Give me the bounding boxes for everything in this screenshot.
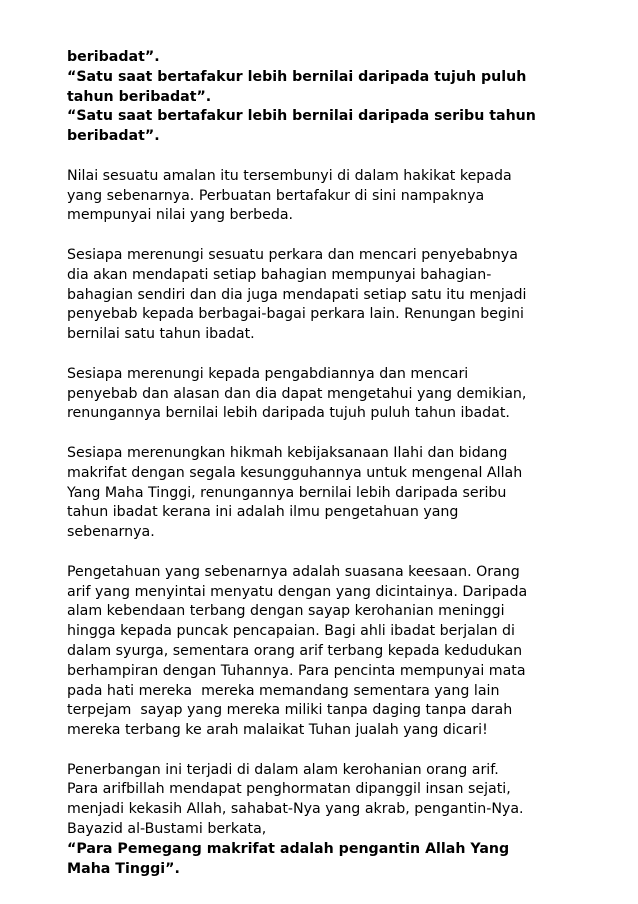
text-line: “Satu saat bertafakur lebih bernilai daripada seribu tahun bbox=[67, 108, 536, 125]
text-line: arif yang menyintai menyatu dengan yang dicintainya. Daripada bbox=[67, 583, 528, 600]
text-line: terpejam sayap yang mereka miliki tanpa daging tanpa darah bbox=[67, 702, 513, 719]
text-line: Para arifbillah mendapat penghormatan dipanggil insan sejati, bbox=[67, 781, 511, 798]
text-line-quote: “Para Pemegang makrifat adalah pengantin Allah Yang bbox=[67, 840, 510, 857]
text-line: Sesiapa merenungi sesuatu perkara dan mencari penyebabnya bbox=[67, 246, 518, 263]
text-line: sebenarnya. bbox=[67, 524, 155, 541]
text-line-quote: Maha Tinggi”. bbox=[67, 860, 180, 877]
paragraph-quotes bbox=[67, 48, 571, 147]
text-line: menjadi kekasih Allah, sahabat-Nya yang akrab, pengantin-Nya. bbox=[67, 801, 524, 818]
text-line: dia akan mendapati setiap bahagian mempunyai bahagian- bbox=[67, 266, 492, 283]
text-line: dalam syurga, sementara orang arif terbang kepada kedudukan bbox=[67, 642, 523, 659]
paragraph-seribu-tahun bbox=[67, 444, 571, 543]
text-line: pada hati mereka mereka memandang sementara yang lain bbox=[67, 682, 500, 699]
text-line: berhampiran dengan Tuhannya. Para pencinta mempunyai mata bbox=[67, 662, 526, 679]
text-line: Penerbangan ini terjadi di dalam alam kerohanian orang arif. bbox=[67, 761, 499, 778]
text-line: penyebab dan alasan dan dia dapat mengetahui yang demikian, bbox=[67, 385, 527, 402]
text-line: Pengetahuan yang sebenarnya adalah suasana keesaan. Orang bbox=[67, 563, 520, 580]
text-line: tahun ibadat kerana ini adalah ilmu pengetahuan yang bbox=[67, 504, 459, 521]
text-line: Sesiapa merenungkan hikmah kebijaksanaan Ilahi dan bidang bbox=[67, 444, 508, 461]
paragraph-satu-tahun bbox=[67, 246, 571, 345]
text-line: yang sebenarnya. Perbuatan bertafakur di sini nampaknya bbox=[67, 187, 485, 204]
paragraph-penerbangan bbox=[67, 761, 571, 880]
text-line: penyebab kepada berbagai-bagai perkara lain. Renungan begini bbox=[67, 306, 524, 323]
text-line: Yang Maha Tinggi, renungannya bernilai lebih daripada seribu bbox=[67, 484, 507, 501]
text-line: tahun beribadat”. bbox=[67, 88, 212, 105]
text-line: mereka terbang ke arah malaikat Tuhan jualah yang dicari! bbox=[67, 722, 488, 739]
text-line: mempunyai nilai yang berbeda. bbox=[67, 207, 294, 224]
text-line: beribadat”. bbox=[67, 49, 160, 65]
text-line: makrifat dengan segala kesungguhannya untuk mengenal Allah bbox=[67, 464, 523, 481]
text-line: “Satu saat bertafakur lebih bernilai daripada tujuh puluh bbox=[67, 68, 527, 85]
text-line: renungannya bernilai lebih daripada tujuh puluh tahun ibadat. bbox=[67, 405, 510, 422]
paragraph-keesaan bbox=[67, 563, 571, 741]
text-line: hingga kepada puncak pencapaian. Bagi ahli ibadat berjalan di bbox=[67, 623, 515, 640]
text-line: Nilai sesuatu amalan itu tersembunyi di dalam hakikat kepada bbox=[67, 167, 512, 184]
text-line: Bayazid al-Bustami berkata, bbox=[67, 821, 267, 838]
document-page bbox=[67, 48, 571, 899]
text-line: beribadat”. bbox=[67, 128, 160, 145]
text-line: alam kebendaan terbang dengan sayap kerohanian meninggi bbox=[67, 603, 505, 620]
paragraph-tujuh-puluh bbox=[67, 365, 571, 424]
text-line: bernilai satu tahun ibadat. bbox=[67, 326, 255, 343]
paragraph-nilai bbox=[67, 167, 571, 226]
text-line: bahagian sendiri dan dia juga mendapati setiap satu itu menjadi bbox=[67, 286, 527, 303]
text-line: Sesiapa merenungi kepada pengabdiannya dan mencari bbox=[67, 365, 469, 382]
